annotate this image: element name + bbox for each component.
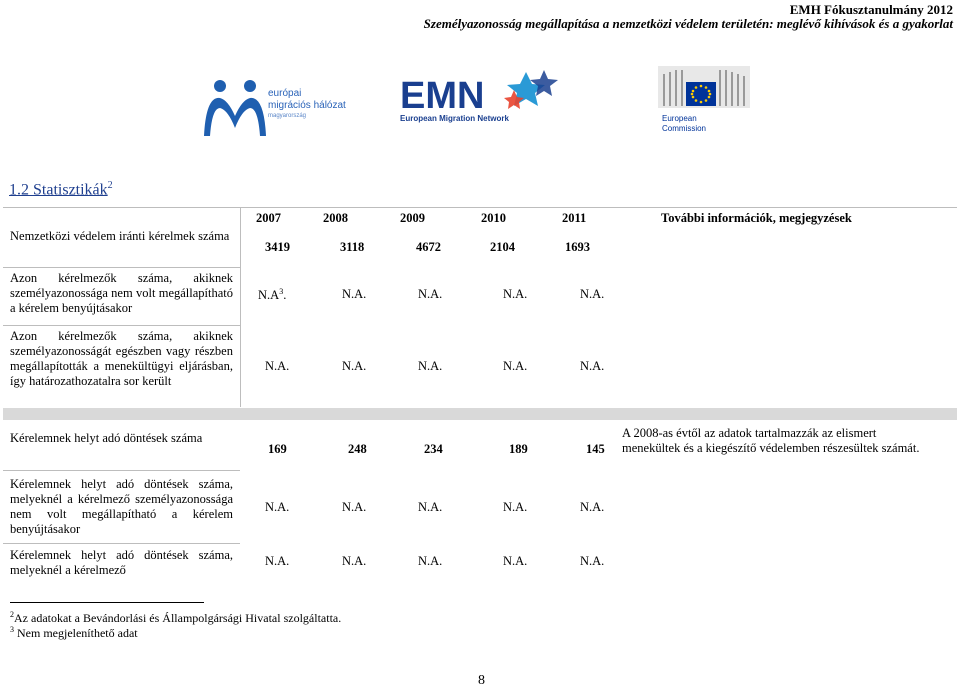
- table-cell: N.A.: [418, 359, 443, 373]
- footnote-2: $^2$Az adatokat a Bevándorlási és Állampolgársági Hivatal szolgáltatta.: [10, 610, 342, 625]
- row-label-unidentified-applicants: Azon kérelmezők száma, akiknek személyazonossága nem volt megállapítható a kérelem benyújtásakor: [10, 271, 233, 315]
- section-title: Statisztikák: [33, 181, 108, 199]
- table-cell: 169: [268, 442, 287, 456]
- emn-logo: [398, 68, 570, 124]
- table-cell: 3118: [340, 240, 365, 254]
- table-cell: 145: [586, 442, 605, 456]
- row-label-positive-decisions-unidentified: Kérelemnek helyt adó döntések száma, melyeknél a kérelmező személyazonossága nem volt megállapítható a kérelem benyújtásakor: [10, 477, 233, 536]
- table-cell: N.A.: [418, 500, 443, 514]
- emh-logo-text3: magyarország: [268, 113, 307, 119]
- table-cell: $N.A^3$.: [258, 287, 287, 303]
- table-cell: 248: [348, 442, 367, 456]
- table-cell: N.A.: [503, 287, 528, 301]
- row-label-positive-decisions-partial: Kérelemnek helyt adó döntések száma, melyeknél a kérelmező: [10, 548, 233, 577]
- emh-logo: [198, 76, 348, 138]
- column-header-2010: 2010: [481, 211, 506, 225]
- table-line: [3, 470, 240, 471]
- table-line: [3, 207, 957, 208]
- column-header-2007: 2007: [256, 211, 281, 225]
- table-line: [3, 267, 240, 268]
- table-cell: N.A.: [265, 554, 290, 568]
- table-cell: 2104: [490, 240, 515, 254]
- row-label-positive-decisions: Kérelemnek helyt adó döntések száma: [10, 431, 203, 445]
- ec-logo-text2: Commission: [662, 124, 707, 133]
- column-header-2009: 2009: [400, 211, 425, 225]
- table-cell: N.A.: [265, 359, 290, 373]
- table-cell: N.A.: [418, 554, 443, 568]
- column-header-2008: 2008: [323, 211, 348, 225]
- table-cell: N.A.: [580, 359, 605, 373]
- table-cell: N.A.: [503, 554, 528, 568]
- table-cell: 1693: [565, 240, 590, 254]
- table-cell: N.A.: [503, 359, 528, 373]
- page-number: 8: [478, 673, 485, 688]
- table-cell: 189: [509, 442, 528, 456]
- ec-logo-text1: European: [662, 114, 697, 123]
- emh-logo-text1: európai: [268, 88, 302, 99]
- column-header-notes: További információk, megjegyzések: [661, 211, 852, 225]
- row-label-identified-applicants: Azon kérelmezők száma, akiknek személyazonosságát egészben vagy részben megállapították a menekültügyi eljárásban, így határozathozatalra sor került: [10, 329, 233, 388]
- notes-cell: A 2008-as évtől az adatok tartalmazzák az elismert menekültek és a kiegészítő védelemben részesültek számát.: [622, 426, 920, 455]
- table-cell: N.A.: [580, 554, 605, 568]
- table-cell: N.A.: [503, 500, 528, 514]
- section-number: 1.2: [9, 181, 29, 199]
- footnote-separator: [10, 602, 204, 603]
- table-line: [3, 543, 240, 544]
- emn-logo-abbr: EMN: [400, 75, 485, 117]
- section-heading: [9, 180, 113, 199]
- table-cell: N.A.: [265, 500, 290, 514]
- table-cell: 3419: [265, 240, 290, 254]
- table-cell: N.A.: [342, 287, 367, 301]
- table-cell: N.A.: [418, 287, 443, 301]
- table-line: [240, 207, 241, 407]
- emn-logo-name: European Migration Network: [400, 114, 509, 123]
- table-cell: N.A.: [342, 500, 367, 514]
- section-footnote-ref: 2: [107, 180, 113, 191]
- footnote-3: $^3$ Nem megjeleníthető adat: [10, 625, 138, 640]
- header-subtitle: Személyazonosság megállapítása a nemzetközi védelem területén: meglévő kihívások és a gyakorlat: [423, 16, 953, 31]
- column-header-2011: 2011: [562, 211, 587, 225]
- table-cell: N.A.: [580, 500, 605, 514]
- european-commission-logo: [658, 64, 750, 138]
- table-cell: 234: [424, 442, 443, 456]
- table-line: [3, 325, 240, 326]
- row-label-applications: Nemzetközi védelem iránti kérelmek száma: [10, 229, 230, 243]
- table-cell: 4672: [416, 240, 441, 254]
- emh-logo-text2: migrációs hálózat: [268, 100, 346, 111]
- table-separator-band: [3, 408, 957, 420]
- table-cell: N.A.: [342, 554, 367, 568]
- table-cell: N.A.: [580, 287, 605, 301]
- header-title: EMH Fókusztanulmány 2012: [789, 2, 953, 17]
- table-cell: N.A.: [342, 359, 367, 373]
